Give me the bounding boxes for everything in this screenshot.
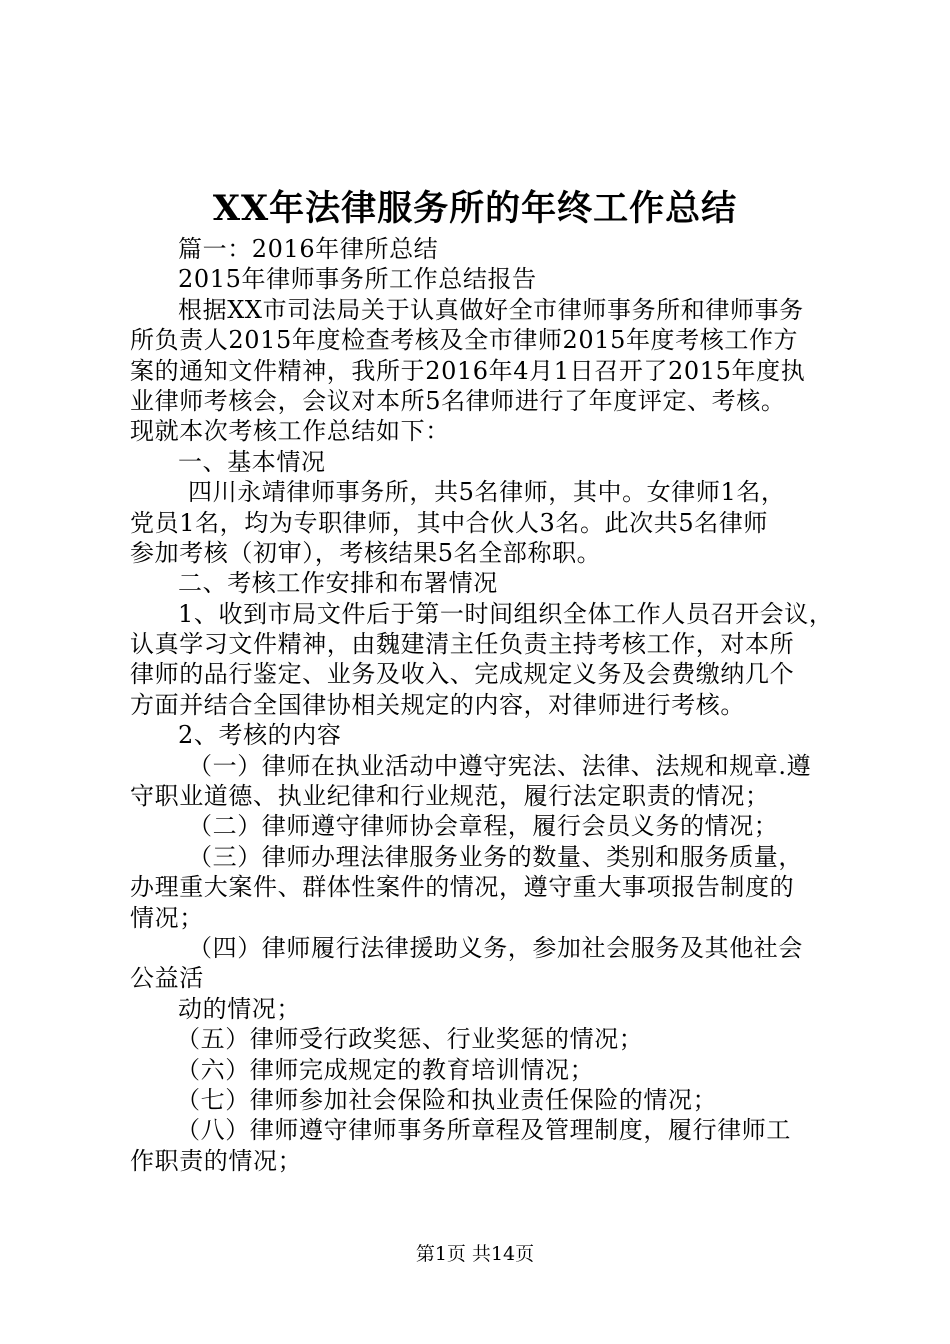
- list-item-line: （六）律师完成规定的教育培训情况；: [176, 1055, 595, 1084]
- document-title: XX年法律服务所的年终工作总结: [212, 188, 738, 229]
- list-item-line: （四）律师履行法律援助义务，参加社会服务及其他社会: [188, 933, 803, 962]
- list-item-line: 情况；: [130, 903, 204, 932]
- paragraph-line: 四川永靖律师事务所，共5名律师，其中。女律师1名，: [188, 478, 786, 507]
- list-item-line: 动的情况；: [178, 994, 301, 1023]
- subsection-heading: 2、考核的内容: [178, 721, 342, 750]
- report-heading: 2015年律师事务所工作总结报告: [178, 265, 537, 294]
- paragraph-line: 1、收到市局文件后于第一时间组织全体工作人员召开会议，: [178, 599, 834, 628]
- list-item-line: （二）律师遵守律师协会章程，履行会员义务的情况；: [188, 812, 779, 841]
- subsection-heading: 一、基本情况: [178, 447, 326, 476]
- paragraph-line: 方面并结合全国律协相关规定的内容，对律师进行考核。: [130, 690, 745, 719]
- list-item-line: （八）律师遵守律师事务所章程及管理制度，履行律师工: [176, 1116, 791, 1145]
- list-item-line: 守职业道德、执业纪律和行业规范，履行法定职责的情况；: [130, 782, 770, 811]
- page-number: 第1页 共14页: [415, 1243, 535, 1265]
- list-item-line: （五）律师受行政奖惩、行业奖惩的情况；: [176, 1025, 644, 1054]
- paragraph-line: 参加考核（初审），考核结果5名全部称职。: [130, 538, 602, 567]
- paragraph-line: 业律师考核会，会议对本所5名律师进行了年度评定、考核。: [130, 386, 786, 415]
- subsection-heading: 二、考核工作安排和布署情况: [178, 569, 498, 598]
- paragraph-line: 党员1名，均为专职律师，其中合伙人3名。此次共5名律师: [130, 508, 769, 537]
- paragraph-line: 认真学习文件精神，由魏建清主任负责主持考核工作，对本所: [130, 630, 795, 659]
- list-item-line: 公益活: [130, 964, 204, 993]
- paragraph-line: 现就本次考核工作总结如下：: [130, 417, 450, 446]
- list-item-line: （七）律师参加社会保险和执业责任保险的情况；: [176, 1085, 718, 1114]
- section-heading: 篇一：2016年律所总结: [178, 235, 439, 263]
- document-body: [130, 234, 834, 1176]
- paragraph-line: 所负责人2015年度检查考核及全市律师2015年度考核工作方: [130, 326, 799, 355]
- list-item-line: 办理重大案件、群体性案件的情况，遵守重大事项报告制度的: [130, 873, 795, 902]
- paragraph-line: 根据XX市司法局关于认真做好全市律师事务所和律师事务: [178, 295, 804, 324]
- list-item-line: （三）律师办理法律服务业务的数量、类别和服务质量，: [188, 842, 803, 871]
- paragraph-line: 律师的品行鉴定、业务及收入、完成规定义务及会费缴纳几个: [130, 660, 795, 689]
- list-item-line: （一）律师在执业活动中遵守宪法、法律、法规和规章.遵: [188, 751, 812, 780]
- list-item-line: 作职责的情况；: [130, 1146, 303, 1175]
- paragraph-line: 案的通知文件精神，我所于2016年4月1日召开了2015年度执: [130, 356, 806, 385]
